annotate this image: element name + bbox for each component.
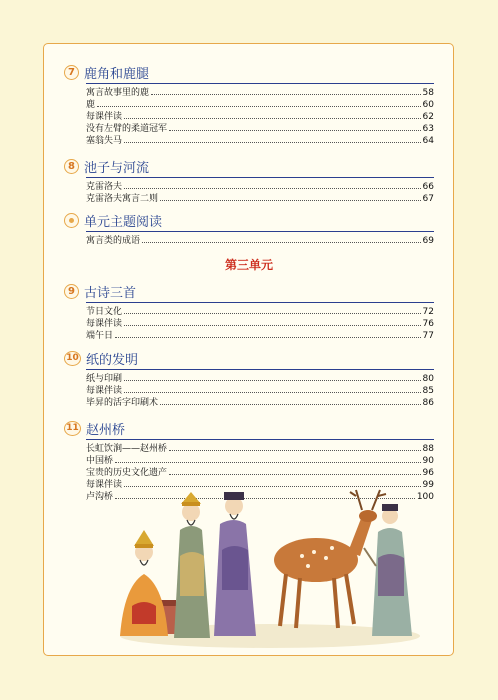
- entry-title: 纸与印刷: [86, 374, 123, 384]
- entry-page: 69: [422, 236, 434, 246]
- entry-page: 58: [422, 88, 434, 98]
- leader-dots: [151, 94, 421, 95]
- leader-dots: [124, 380, 421, 381]
- entry-page: 62: [422, 112, 434, 122]
- leader-dots: [169, 130, 421, 131]
- section-title[interactable]: 池子与河流: [84, 160, 150, 176]
- entry-title: 节日文化: [86, 307, 123, 317]
- entry-page: 77: [422, 331, 434, 341]
- entry-page: 100: [416, 492, 434, 502]
- entry-page: 66: [422, 182, 434, 192]
- toc-entry[interactable]: [86, 317, 434, 329]
- toc-entry[interactable]: [86, 372, 434, 384]
- entry-page: 76: [422, 319, 434, 329]
- section-rule: [86, 369, 434, 370]
- entry-title: 每课伴读: [86, 386, 123, 396]
- court-deer-illustration: [110, 486, 430, 651]
- entry-title: 克雷洛夫寓言二则: [86, 194, 159, 204]
- entry-title: 每课伴读: [86, 480, 123, 490]
- leader-dots: [142, 242, 421, 243]
- section-rule: [86, 439, 434, 440]
- section-title[interactable]: 纸的发明: [86, 352, 139, 368]
- toc-entry[interactable]: [86, 442, 434, 454]
- entry-title: 宝贵的历史文化遗产: [86, 468, 168, 478]
- toc-entry[interactable]: [86, 98, 434, 110]
- entry-page: 64: [422, 136, 434, 146]
- leader-dots: [115, 462, 421, 463]
- leader-dots: [124, 392, 421, 393]
- entry-title: 中国桥: [86, 456, 114, 466]
- toc-entry[interactable]: [86, 396, 434, 408]
- entry-title: 没有左臂的柔道冠军: [86, 124, 168, 134]
- leader-dots: [124, 118, 421, 119]
- unit-title: 第三单元: [224, 258, 273, 272]
- entry-page: 67: [422, 194, 434, 204]
- leader-dots: [115, 337, 421, 338]
- section-number-badge: 8: [64, 159, 79, 174]
- leader-dots: [124, 325, 421, 326]
- entry-page: 63: [422, 124, 434, 134]
- entry-title: 毕昇的活字印刷术: [86, 398, 159, 408]
- entry-page: 85: [422, 386, 434, 396]
- leader-dots: [124, 313, 421, 314]
- entry-page: 99: [422, 480, 434, 490]
- toc-entry[interactable]: [86, 329, 434, 341]
- entry-title: 克雷洛夫: [86, 182, 123, 192]
- toc-section: [64, 158, 434, 204]
- entry-page: 86: [422, 398, 434, 408]
- leader-dots: [97, 106, 421, 107]
- entry-title: 寓言故事里的鹿: [86, 88, 150, 98]
- official-figure: [174, 492, 210, 638]
- entry-page: 72: [422, 307, 434, 317]
- section-number-badge: 10: [64, 351, 81, 366]
- section-title[interactable]: 鹿角和鹿腿: [84, 66, 150, 82]
- toc-section: [64, 283, 434, 341]
- section-number-badge: 7: [64, 65, 79, 80]
- entry-title: 塞翁失马: [86, 136, 123, 146]
- official-figure: [214, 492, 256, 636]
- section-title[interactable]: 赵州桥: [86, 422, 126, 438]
- section-rule: [86, 83, 434, 84]
- entry-title: 寓言类的成语: [86, 236, 141, 246]
- entry-title: 长虹饮涧——赵州桥: [86, 444, 168, 454]
- leader-dots: [124, 188, 421, 189]
- toc-entry[interactable]: [86, 466, 434, 478]
- entry-page: 60: [422, 100, 434, 110]
- section-title[interactable]: 古诗三首: [84, 285, 137, 301]
- toc-section: [64, 350, 434, 408]
- entry-title: 每课伴读: [86, 319, 123, 329]
- deer-figure: [274, 490, 386, 628]
- toc-entry[interactable]: [86, 86, 434, 98]
- entry-page: 80: [422, 374, 434, 384]
- entry-page: 96: [422, 468, 434, 478]
- entry-title: 端午日: [86, 331, 114, 341]
- entry-page: 88: [422, 444, 434, 454]
- section-rule: [86, 231, 434, 232]
- entry-page: 90: [422, 456, 434, 466]
- entry-title: 鹿: [86, 100, 96, 110]
- toc-entry[interactable]: [86, 134, 434, 146]
- entry-title: 每课伴读: [86, 112, 123, 122]
- emperor-figure: [120, 530, 168, 636]
- leader-dots: [169, 450, 421, 451]
- toc-section: [64, 212, 434, 246]
- leader-dots: [169, 474, 421, 475]
- toc-section: [64, 64, 434, 146]
- toc-entry[interactable]: [86, 192, 434, 204]
- section-number-badge: 9: [64, 284, 79, 299]
- section-rule: [86, 177, 434, 178]
- section-rule: [86, 302, 434, 303]
- toc-entry[interactable]: [86, 234, 434, 246]
- attendant-figure: [364, 504, 412, 636]
- leader-dots: [160, 200, 421, 201]
- leader-dots: [160, 404, 421, 405]
- flower-bullet-icon: [64, 213, 79, 228]
- entry-title: 卢沟桥: [86, 492, 114, 502]
- leader-dots: [124, 142, 421, 143]
- section-title[interactable]: 单元主题阅读: [84, 214, 163, 230]
- toc-entry[interactable]: [86, 122, 434, 134]
- toc-entry[interactable]: [86, 305, 434, 317]
- section-number-badge: 11: [64, 421, 81, 436]
